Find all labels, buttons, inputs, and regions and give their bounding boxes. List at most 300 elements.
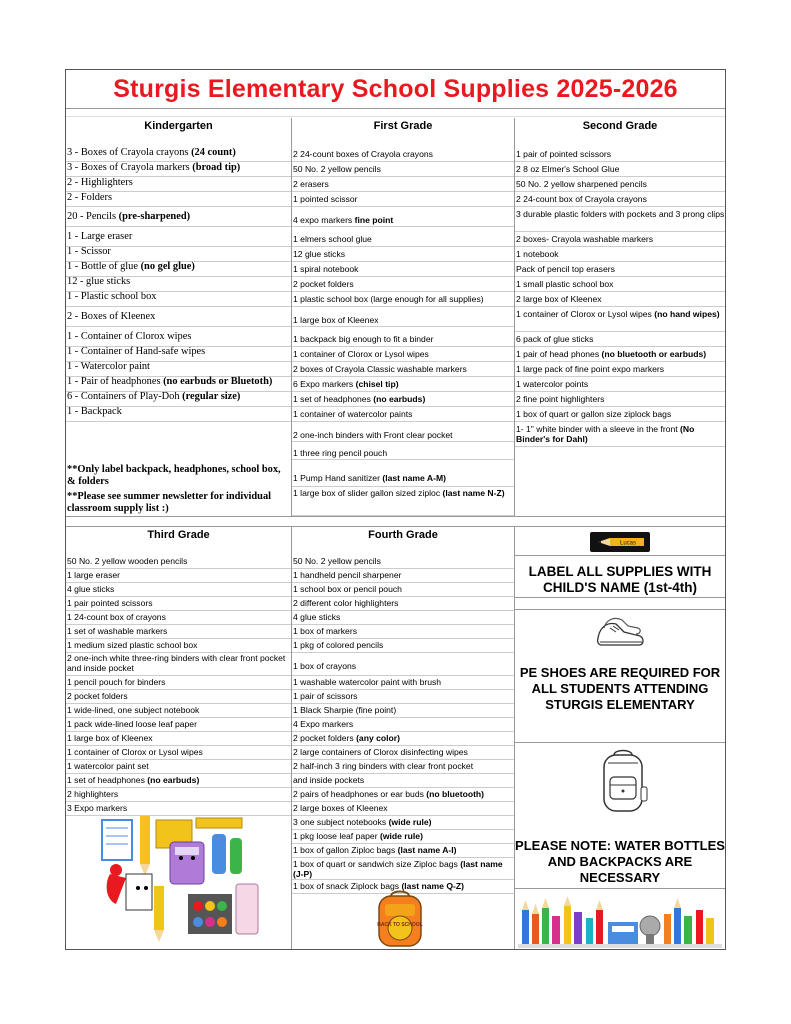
- divider: [66, 116, 725, 117]
- list-item: [292, 379, 514, 389]
- list-item: [292, 584, 514, 594]
- list-item: [292, 677, 514, 687]
- list-item: [515, 234, 725, 244]
- row-divider: [292, 731, 514, 732]
- list-item: [515, 164, 725, 174]
- list-item: [66, 261, 291, 273]
- list-item: [292, 234, 514, 244]
- list-item: [292, 164, 514, 174]
- item-emphasis: (wide rule): [388, 817, 432, 827]
- item-text: 1 large box of slider gallon sized ziploc: [293, 488, 443, 498]
- item-text: 1 box of quart or gallon size ziplock bags: [516, 409, 672, 419]
- row-divider: [515, 276, 725, 277]
- list-item: [66, 626, 291, 636]
- item-emphasis: (last name A-M): [382, 473, 446, 483]
- item-text: 1 pair of pointed scissors: [516, 149, 612, 159]
- item-text: 6 - Containers of Play-Doh: [67, 391, 183, 402]
- item-text: 1 - Large eraser: [67, 231, 133, 242]
- row-divider: [66, 731, 291, 732]
- row-divider: [292, 717, 514, 718]
- list-item: [66, 211, 291, 223]
- item-emphasis: (last name A-I): [397, 845, 457, 855]
- item-text: 1 - Container of Hand-safe wipes: [67, 346, 206, 357]
- item-text: 2 - Boxes of Kleenex: [67, 311, 156, 322]
- row-divider: [515, 361, 725, 362]
- list-item: [66, 761, 291, 771]
- list-item: [292, 394, 514, 404]
- item-text: 12 glue sticks: [293, 249, 346, 259]
- item-text: 1 large box of Kleenex: [293, 315, 379, 325]
- row-divider: [66, 801, 291, 802]
- list-item: [515, 179, 725, 189]
- divider: [515, 888, 725, 889]
- list-item: [292, 215, 514, 225]
- list-item: [292, 430, 514, 440]
- divider: [515, 742, 725, 743]
- list-item: [66, 584, 291, 594]
- list-item: [66, 570, 291, 580]
- list-item: [292, 294, 514, 304]
- row-divider: [292, 176, 514, 177]
- list-item: [292, 364, 514, 374]
- item-text: 2 boxes of Crayola Classic washable markers: [293, 364, 467, 374]
- list-item: [292, 719, 514, 729]
- list-item: [66, 346, 291, 358]
- page-title: Sturgis Elementary School Supplies 2025-2026: [113, 75, 678, 103]
- pencil-name-tag-image: [590, 532, 650, 552]
- row-divider: [66, 703, 291, 704]
- first-grade-column: [292, 118, 514, 516]
- list-item: [66, 653, 291, 673]
- item-text: 2 pocket folders: [293, 279, 354, 289]
- row-divider: [292, 801, 514, 802]
- row-divider: [292, 191, 514, 192]
- row-divider: [515, 291, 725, 292]
- list-item: [515, 349, 725, 359]
- item-emphasis: (broad tip): [192, 162, 241, 173]
- row-divider: [292, 759, 514, 760]
- row-divider: [292, 638, 514, 639]
- item-emphasis: (No Binder's for Dahl): [516, 424, 695, 444]
- row-divider: [515, 376, 725, 377]
- item-text: 2 one-inch binders with Front clear pocket: [293, 430, 453, 440]
- row-divider: [66, 624, 291, 625]
- list-item: [515, 424, 725, 444]
- row-divider: [292, 291, 514, 292]
- backpack-icon: [594, 747, 652, 817]
- list-item: [515, 194, 725, 204]
- list-item: [292, 556, 514, 566]
- row-divider: [515, 346, 725, 347]
- list-item: [292, 626, 514, 636]
- item-text: 2 pocket folders: [293, 733, 357, 743]
- first-grade-heading: First Grade: [373, 120, 433, 132]
- row-divider: [292, 406, 514, 407]
- item-text: 1 watercolor paint set: [67, 761, 149, 771]
- item-text: 1 large box of Kleenex: [67, 733, 153, 743]
- row-divider: [66, 596, 291, 597]
- list-item: [292, 570, 514, 580]
- item-text: 2 highlighters: [67, 789, 119, 799]
- label-supplies-notice: LABEL ALL SUPPLIES WITH CHILD'S NAME (1st-4th): [528, 564, 712, 595]
- item-text: 2 fine point highlighters: [516, 394, 605, 404]
- item-emphasis: (no earbuds): [373, 394, 426, 404]
- item-text: 1 - Container of Clorox wipes: [67, 331, 192, 342]
- list-item: [66, 391, 291, 403]
- item-text: 2 pairs of headphones or ear buds: [293, 789, 427, 799]
- item-emphasis: (no hand wipes): [654, 309, 720, 319]
- item-text: 1 washable watercolor paint with brush: [293, 677, 442, 687]
- row-divider: [292, 306, 514, 307]
- item-text: 1 backpack big enough to fit a binder: [293, 334, 434, 344]
- item-emphasis: (last name (J-P): [293, 859, 503, 879]
- item-text: 1 set of headphones: [67, 775, 148, 785]
- list-item: [66, 361, 291, 373]
- list-item: [292, 264, 514, 274]
- list-item: [292, 817, 514, 827]
- list-item: [292, 598, 514, 608]
- list-item: [515, 334, 725, 344]
- list-item: [292, 789, 514, 799]
- fourth-grade-column: [292, 527, 514, 891]
- row-divider: [292, 624, 514, 625]
- row-divider: [66, 226, 291, 227]
- item-text: 1 pkg loose leaf paper: [293, 831, 380, 841]
- item-text: 3 durable plastic folders with pockets and 3 prong clips: [516, 209, 725, 219]
- item-text: 1 - Pair of headphones: [67, 376, 164, 387]
- item-text: 1 pkg of colored pencils: [293, 640, 384, 650]
- row-divider: [66, 773, 291, 774]
- list-item: [515, 294, 725, 304]
- list-item: [66, 556, 291, 566]
- kindergarten-heading: Kindergarten: [144, 120, 213, 132]
- item-text: 1 medium sized plastic school box: [67, 640, 198, 650]
- row-divider: [292, 879, 514, 880]
- list-item: [292, 747, 514, 757]
- item-text: 1- 1" white binder with a sleeve in the front: [516, 424, 681, 434]
- item-text: 1 handheld pencil sharpener: [293, 570, 402, 580]
- row-divider: [66, 689, 291, 690]
- item-emphasis: (no earbuds or Bluetoth): [163, 376, 273, 387]
- item-text: 1 pointed scissor: [293, 194, 358, 204]
- list-item: [292, 612, 514, 622]
- item-text: 1 container of Clorox or Lysol wipes: [67, 747, 203, 757]
- item-text: 1 watercolor points: [516, 379, 589, 389]
- list-item: [292, 279, 514, 289]
- item-text: 1 Black Sharpie (fine point): [293, 705, 397, 715]
- divider: [66, 516, 725, 517]
- row-divider: [66, 206, 291, 207]
- list-item: [292, 661, 514, 671]
- row-divider: [515, 261, 725, 262]
- item-text: 20 - Pencils: [67, 211, 119, 222]
- list-item: [292, 249, 514, 259]
- row-divider: [66, 610, 291, 611]
- list-item: [515, 409, 725, 419]
- row-divider: [292, 857, 514, 858]
- item-text: 1 box of gallon Ziploc bags: [293, 845, 398, 855]
- item-text: 2 boxes- Crayola washable markers: [516, 234, 654, 244]
- list-item: [292, 334, 514, 344]
- item-text: 1 wide-lined, one subject notebook: [67, 705, 200, 715]
- row-divider: [292, 246, 514, 247]
- list-item: [292, 775, 514, 785]
- item-text: 3 - Boxes of Crayola markers: [67, 162, 193, 173]
- list-item: [292, 691, 514, 701]
- list-item: [515, 149, 725, 159]
- row-divider: [515, 161, 725, 162]
- row-divider: [292, 703, 514, 704]
- item-emphasis: (last name N-Z): [442, 488, 505, 498]
- item-text: 2 large boxes of Kleenex: [293, 803, 388, 813]
- kindergarten-note-label: **Only label backpack, headphones, school box, & folders: [67, 464, 281, 487]
- divider: [515, 555, 725, 556]
- row-divider: [515, 206, 725, 207]
- item-text: 2 different color highlighters: [293, 598, 399, 608]
- row-divider: [66, 306, 291, 307]
- sneakers-icon: [594, 612, 646, 652]
- row-divider: [66, 638, 291, 639]
- item-text: 1 notebook: [516, 249, 559, 259]
- list-item: [66, 162, 291, 174]
- list-item: [515, 394, 725, 404]
- item-text: 1 Pump Hand sanitizer: [293, 473, 383, 483]
- item-emphasis: (chisel tip): [355, 379, 399, 389]
- row-divider: [515, 391, 725, 392]
- item-text: 2 24-count boxes of Crayola crayons: [293, 149, 433, 159]
- list-item: [515, 264, 725, 274]
- supplies-characters-image: [96, 814, 266, 946]
- item-text: 3 Expo markers: [67, 803, 128, 813]
- row-divider: [292, 276, 514, 277]
- list-item: [292, 733, 514, 743]
- item-text: 2 pocket folders: [67, 691, 128, 701]
- list-item: [292, 349, 514, 359]
- list-item: [66, 640, 291, 650]
- row-divider: [292, 261, 514, 262]
- list-item: [292, 149, 514, 159]
- row-divider: [292, 441, 514, 442]
- list-item: [66, 246, 291, 258]
- item-text: 2 - Folders: [67, 192, 113, 203]
- item-text: 2 8 oz Elmer's School Glue: [516, 164, 620, 174]
- item-text: 1 large pack of fine point expo markers: [516, 364, 665, 374]
- item-text: 2 24-count box of Crayola crayons: [516, 194, 647, 204]
- item-text: 1 - Backpack: [67, 406, 122, 417]
- row-divider: [292, 486, 514, 487]
- item-text: 4 glue sticks: [67, 584, 115, 594]
- row-divider: [66, 675, 291, 676]
- list-item: [66, 705, 291, 715]
- row-divider: [66, 759, 291, 760]
- list-item: [66, 719, 291, 729]
- row-divider: [292, 226, 514, 227]
- item-text: 1 pencil pouch for binders: [67, 677, 166, 687]
- item-text: 1 large eraser: [67, 570, 121, 580]
- row-divider: [292, 206, 514, 207]
- list-item: [292, 194, 514, 204]
- list-item: [66, 733, 291, 743]
- item-emphasis: (regular size): [182, 391, 241, 402]
- row-divider: [66, 787, 291, 788]
- pencil-tag-name: Lucas: [619, 540, 637, 547]
- row-divider: [292, 376, 514, 377]
- item-emphasis: (no gel glue): [140, 261, 195, 272]
- item-emphasis: (any color): [356, 733, 400, 743]
- row-divider: [292, 568, 514, 569]
- item-text: 1 container of Clorox or Lysol wipes: [293, 349, 429, 359]
- list-item: [66, 775, 291, 785]
- item-text: 50 No. 2 yellow pencils: [293, 556, 381, 566]
- list-item: [292, 845, 514, 855]
- item-emphasis: (last name Q-Z): [401, 881, 464, 891]
- list-item: [515, 379, 725, 389]
- list-item: [66, 789, 291, 799]
- row-divider: [515, 176, 725, 177]
- pe-shoes-notice: PE SHOES ARE REQUIRED FOR ALL STUDENTS ATTENDING STURGIS ELEMENTARY: [519, 665, 721, 712]
- row-divider: [66, 421, 291, 422]
- item-text: Pack of pencil top erasers: [516, 264, 615, 274]
- item-text: 2 - Highlighters: [67, 177, 133, 188]
- item-emphasis: (pre-sharpened): [118, 211, 191, 222]
- row-divider: [292, 843, 514, 844]
- list-item: [292, 859, 514, 879]
- list-item: [292, 315, 514, 325]
- list-item: [515, 279, 725, 289]
- list-item: [66, 747, 291, 757]
- item-text: 6 Expo markers: [293, 379, 356, 389]
- list-item: [66, 406, 291, 418]
- list-item: [66, 598, 291, 608]
- row-divider: [292, 459, 514, 460]
- item-text: 2 erasers: [293, 179, 329, 189]
- list-item: [66, 691, 291, 701]
- row-divider: [292, 596, 514, 597]
- item-text: 4 Expo markers: [293, 719, 354, 729]
- item-text: 50 No. 2 yellow wooden pencils: [67, 556, 188, 566]
- item-text: 1 - Scissor: [67, 246, 111, 257]
- item-text: 1 box of crayons: [293, 661, 357, 671]
- kindergarten-column: [66, 118, 291, 516]
- divider: [515, 597, 725, 598]
- item-text: 1 pair of scissors: [293, 691, 358, 701]
- list-item: [292, 831, 514, 841]
- list-item: [66, 677, 291, 687]
- item-text: 2 large box of Kleenex: [516, 294, 602, 304]
- list-item: [292, 488, 514, 498]
- row-divider: [515, 446, 725, 447]
- list-item: [66, 192, 291, 204]
- item-text: 1 small plastic school box: [516, 279, 614, 289]
- row-divider: [66, 717, 291, 718]
- row-divider: [515, 306, 725, 307]
- row-divider: [66, 582, 291, 583]
- item-text: 4 glue sticks: [293, 612, 341, 622]
- row-divider: [292, 326, 514, 327]
- water-bottles-notice: PLEASE NOTE: WATER BOTTLES AND BACKPACKS ARE NECESSARY: [515, 838, 725, 885]
- third-grade-column: [66, 527, 291, 813]
- item-text: 4 expo markers: [293, 215, 355, 225]
- row-divider: [292, 346, 514, 347]
- second-grade-column: [515, 118, 725, 516]
- school-supplies-image: [518, 892, 722, 948]
- item-text: 1 pair of head phones: [516, 349, 602, 359]
- item-text: 1 school box or pencil pouch: [293, 584, 402, 594]
- row-divider: [292, 652, 514, 653]
- item-text: 2 half-inch 3 ring binders with clear front pocket: [293, 761, 474, 771]
- item-text: 3 one subject notebooks: [293, 817, 389, 827]
- item-text: 1 spiral notebook: [293, 264, 359, 274]
- row-divider: [515, 331, 725, 332]
- list-item: [292, 179, 514, 189]
- item-text: 1 box of snack Ziplock bags: [293, 881, 402, 891]
- list-item: [66, 311, 291, 323]
- list-item: [66, 276, 291, 288]
- item-emphasis: (no earbuds): [147, 775, 200, 785]
- list-item: [66, 331, 291, 343]
- list-item: [66, 376, 291, 388]
- row-divider: [292, 787, 514, 788]
- divider: [515, 609, 725, 610]
- supply-sheet: [65, 69, 726, 950]
- row-divider: [515, 246, 725, 247]
- list-item: [292, 705, 514, 715]
- item-text: 1 three ring pencil pouch: [293, 448, 388, 458]
- item-emphasis: (24 count): [191, 147, 236, 158]
- item-text: 2 large containers of Clorox disinfecting wipes: [293, 747, 468, 757]
- item-text: 1 set of washable markers: [67, 626, 168, 636]
- row-divider: [292, 675, 514, 676]
- item-text: 1 - Bottle of glue: [67, 261, 141, 272]
- item-text: 1 - Watercolor paint: [67, 361, 150, 372]
- item-emphasis: fine point: [354, 215, 394, 225]
- item-text: 1 elmers school glue: [293, 234, 372, 244]
- item-emphasis: (wide rule): [379, 831, 423, 841]
- item-text: 1 container of watercolor paints: [293, 409, 413, 419]
- list-item: [515, 249, 725, 259]
- row-divider: [292, 610, 514, 611]
- item-text: 50 No. 2 yellow pencils: [293, 164, 381, 174]
- backpack-badge-text: BACK TO SCHOOL: [377, 922, 423, 928]
- row-divider: [292, 361, 514, 362]
- row-divider: [66, 326, 291, 327]
- item-text: 1 plastic school box (large enough for all supplies): [293, 294, 484, 304]
- list-item: [292, 409, 514, 419]
- item-emphasis: (no bluetooth or earbuds): [601, 349, 707, 359]
- divider: [66, 108, 725, 109]
- kindergarten-note-newsletter: **Please see summer newsletter for individual classroom supply list :): [67, 491, 272, 514]
- list-item: [66, 231, 291, 243]
- list-item: [66, 612, 291, 622]
- item-text: 2 one-inch white three-ring binders with clear front pocket and inside pocket: [67, 653, 286, 673]
- list-item: [292, 448, 514, 458]
- list-item: [66, 803, 291, 813]
- list-item: [515, 364, 725, 374]
- item-text: 6 pack of glue sticks: [516, 334, 594, 344]
- list-item: [66, 147, 291, 159]
- row-divider: [292, 582, 514, 583]
- item-text: 1 set of headphones: [293, 394, 374, 404]
- item-emphasis: (no bluetooth): [426, 789, 485, 799]
- item-text: 1 box of quart or sandwich size Ziploc bags: [293, 859, 461, 869]
- row-divider: [292, 689, 514, 690]
- list-item: [66, 177, 291, 189]
- item-text: 1 container of Clorox or Lysol wipes: [516, 309, 655, 319]
- item-text: 1 pack wide-lined loose leaf paper: [67, 719, 197, 729]
- row-divider: [515, 191, 725, 192]
- list-item: [292, 473, 514, 483]
- row-divider: [66, 568, 291, 569]
